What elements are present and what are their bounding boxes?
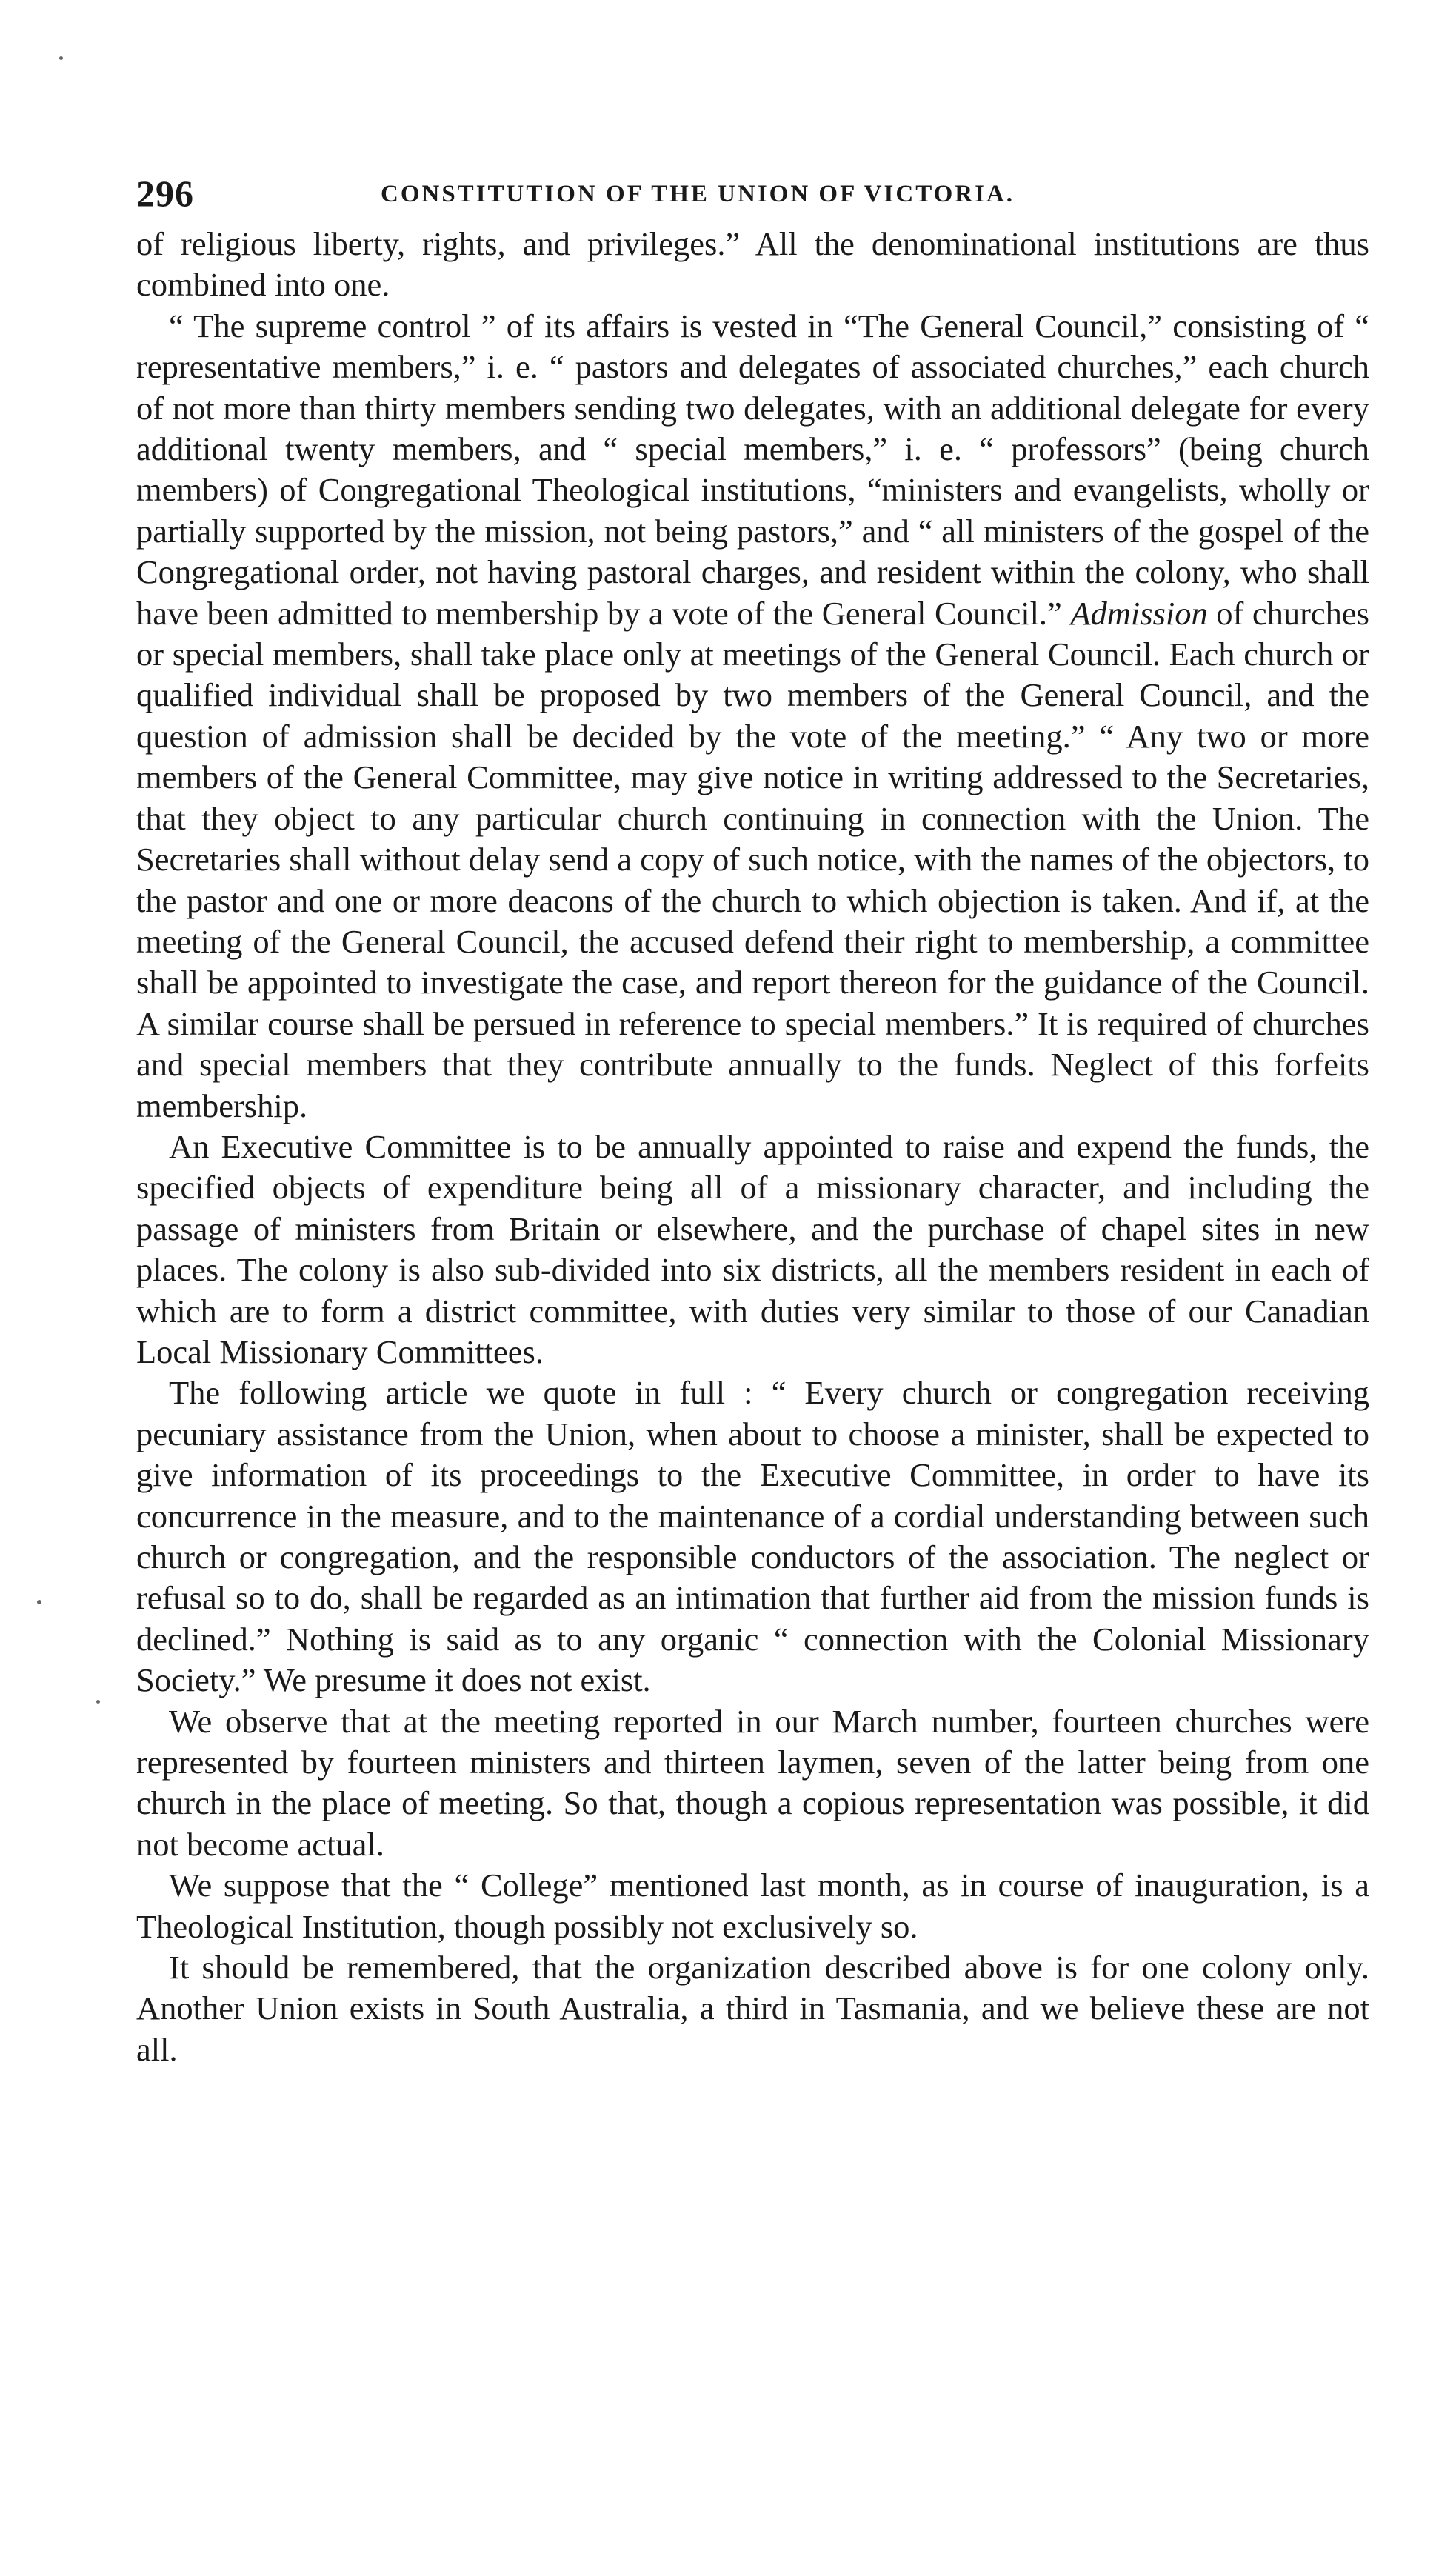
paragraph: We suppose that the “ College” mentioned last month, as in course of inauguration, is a Theological Institution, though possibly not exclusively so. (136, 1867, 1369, 1945)
paragraph: We observe that at the meeting reported in our March number, fourteen churches were represented by fourteen ministers and thirteen laymen, seven of the latter being from one church in the place of meeting. So that, though a copious representation was possible, it did not become actual. (136, 1702, 1369, 1863)
running-head (136, 172, 1369, 224)
body-text (136, 224, 1369, 2070)
running-title: CONSTITUTION OF THE UNION OF VICTORIA. (381, 181, 1015, 207)
paragraph-text: of churches or special members, shall take place only at meetings of the General Council. Each church or qualified individual shall be proposed by two members of the General Council, and the question of admission shall be decided by the vote of the meeting.” “ Any two or more members of the General Committee, may give notice in writing addressed to the Secretaries, that they object to any particular church continuing in connection with the Union. The Secretaries shall without delay send a copy of such notice, with the names of the objectors, to the pastor and one or more deacons of the church to which objection is taken. And if, at the meeting of the General Council, the accused defend their right to membership, a committee shall be appointed to investigate the case, and report thereon for the guidance of the Council. A similar course shall be persued in reference to special members.” It is required of churches and special members that they contribute annually to the funds. Neglect of this forfeits membership. (136, 594, 1369, 1124)
paragraph: The following article we quote in full : “ Every church or congregation receiving pecuniary assistance from the Union, when about to choose a minister, shall be expected to give information of its proceedings to the Executive Committee, in order to have its concurrence in the measure, and to the maintenance of a cordial understanding between such church or congregation, and the responsible conductors of the association. The neglect or refusal so to do, shall be regarded as an intimation that further aid from the mission funds is declined.” Nothing is said as to any organic “ connection with the Colonial Missionary Society.” We presume it does not exist. (136, 1374, 1369, 1699)
paragraph (136, 306, 1369, 1127)
paragraph: of religious liberty, rights, and privileges.” All the denominational institutions are thus combined into one. (136, 225, 1369, 304)
book-page (136, 172, 1369, 2070)
paper-speck (37, 1600, 41, 1604)
italic-text: Admission (1070, 594, 1208, 632)
paragraph-text: “ The supreme control ” of its affairs is vested in “The General Council,” consisting of “ representative members,” i. e. “ pastors and delegates of associated churches,” each church of not more than thirty members sending two delegates, with an additional delegate for every additional twenty members, and “ special members,” i. e. “ professors” (being church members) of Congregational Theological institutions, “ministers and evangelists, wholly or partially supported by the mission, not being pastors,” and “ all ministers of the gospel of the Congregational order, not having pastoral charges, and resident within the colony, who shall have been admitted to membership by a vote of the General Council.” (136, 307, 1369, 632)
paragraph: It should be remembered, that the organization described above is for one colony only. Another Union exists in South Australia, a third in Tasmania, and we believe these are not all. (136, 1949, 1369, 2068)
paper-speck (59, 56, 63, 60)
paragraph: An Executive Committee is to be annually appointed to raise and expend the funds, the specified objects of expenditure being all of a missionary character, and including the passage of ministers from Britain or elsewhere, and the purchase of chapel sites in new places. The colony is also sub-divided into six districts, all the members resident in each of which are to form a district committee, with duties very similar to those of our Canadian Local Missionary Committees. (136, 1127, 1369, 1370)
page-number: 296 (136, 173, 194, 214)
paper-speck (96, 1700, 100, 1704)
